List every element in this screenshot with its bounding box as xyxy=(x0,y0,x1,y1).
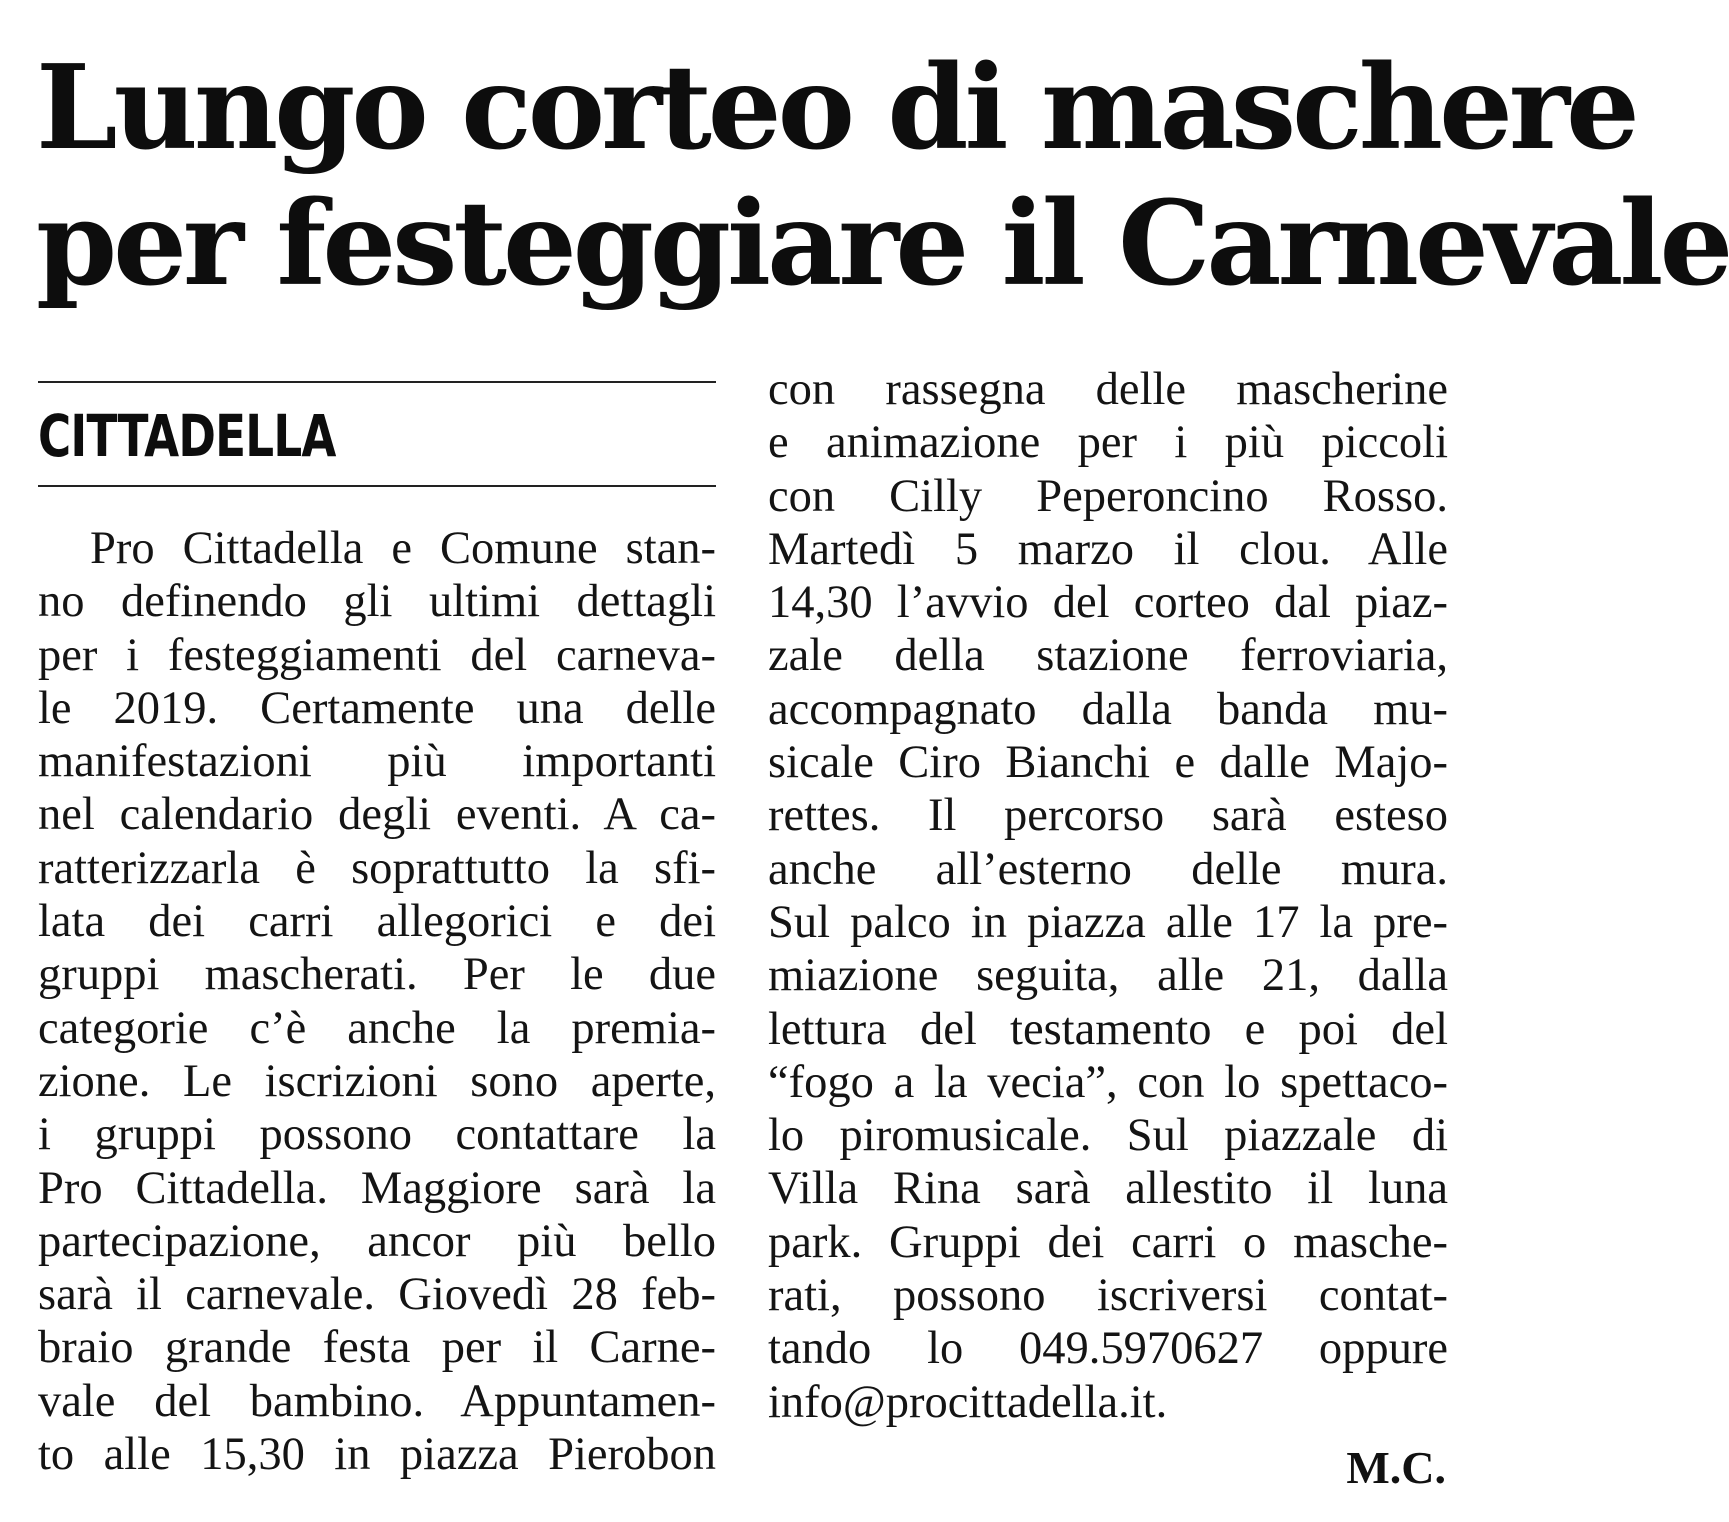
body-line: info@procittadella.it. xyxy=(768,1376,1168,1428)
headline xyxy=(36,40,1729,312)
body-line: nel calendario degli eventi. A ca- xyxy=(38,789,716,841)
body-line: e animazione per i più piccoli xyxy=(768,417,1448,469)
body-line: lo piromusicale. Sul piazzale di xyxy=(768,1110,1448,1162)
section-rule-top xyxy=(38,381,716,383)
body-line: partecipazione, ancor più bello xyxy=(38,1215,716,1267)
body-line: sicale Ciro Bianchi e dalle Majo- xyxy=(768,737,1448,789)
body-line: “fogo a la vecia”, con lo spettaco- xyxy=(768,1056,1448,1108)
body-line: sarà il carnevale. Giovedì 28 feb- xyxy=(38,1269,716,1321)
body-line: lata dei carri allegorici e dei xyxy=(38,896,716,948)
headline-line-1: Lungo corteo di maschere xyxy=(36,40,1636,176)
body-line: accompagnato dalla banda mu- xyxy=(768,683,1448,735)
body-line: vale del bambino. Appuntamen- xyxy=(38,1375,716,1427)
body-line: per i festeggiamenti del carneva- xyxy=(38,629,716,681)
body-line: con Cilly Peperoncino Rosso. xyxy=(768,470,1448,522)
body-line: ratterizzarla è soprattutto la sfi- xyxy=(38,842,716,894)
body-line: tando lo 049.5970627 oppure xyxy=(768,1323,1448,1375)
body-line: anche all’esterno delle mura. xyxy=(768,843,1448,895)
body-line: park. Gruppi dei carri o masche- xyxy=(768,1216,1448,1268)
body-line: manifestazioni più importanti xyxy=(38,736,716,788)
section-rule-bottom xyxy=(38,485,716,487)
body-line: le 2019. Certamente una delle xyxy=(38,682,716,734)
body-line: lettura del testamento e poi del xyxy=(768,1003,1448,1055)
body-line: zale della stazione ferroviaria, xyxy=(768,630,1448,682)
body-line: Sul palco in piazza alle 17 la pre- xyxy=(768,896,1448,948)
section-label: CITTADELLA xyxy=(38,402,336,470)
author-signature: M.C. xyxy=(1346,1442,1446,1493)
body-line: con rassegna delle mascherine xyxy=(768,364,1448,415)
headline-line-2: per festeggiare il Carnevale xyxy=(36,176,1729,312)
body-line: zione. Le iscrizioni sono aperte, xyxy=(38,1055,716,1107)
body-line: Pro Cittadella. Maggiore sarà la xyxy=(38,1162,716,1214)
body-line: miazione seguita, alle 21, dalla xyxy=(768,950,1448,1002)
body-line: i gruppi possono contattare la xyxy=(38,1109,716,1161)
body-line: rettes. Il percorso sarà esteso xyxy=(768,790,1448,842)
body-line: 14,30 l’avvio del corteo dal piaz- xyxy=(768,577,1448,629)
body-line: no definendo gli ultimi dettagli xyxy=(38,576,716,628)
body-line: rati, possono iscriversi contat- xyxy=(768,1270,1448,1322)
body-line: categorie c’è anche la premia- xyxy=(38,1002,716,1054)
body-line: to alle 15,30 in piazza Pierobon xyxy=(38,1429,716,1481)
body-line: Pro Cittadella e Comune stan- xyxy=(90,523,716,574)
body-line: Villa Rina sarà allestito il luna xyxy=(768,1163,1448,1215)
body-column-right xyxy=(768,363,1448,1429)
body-line: Martedì 5 marzo il clou. Alle xyxy=(768,523,1448,575)
body-line: braio grande festa per il Carne- xyxy=(38,1322,716,1374)
body-column-left xyxy=(38,522,716,1481)
body-line: gruppi mascherati. Per le due xyxy=(38,949,716,1001)
